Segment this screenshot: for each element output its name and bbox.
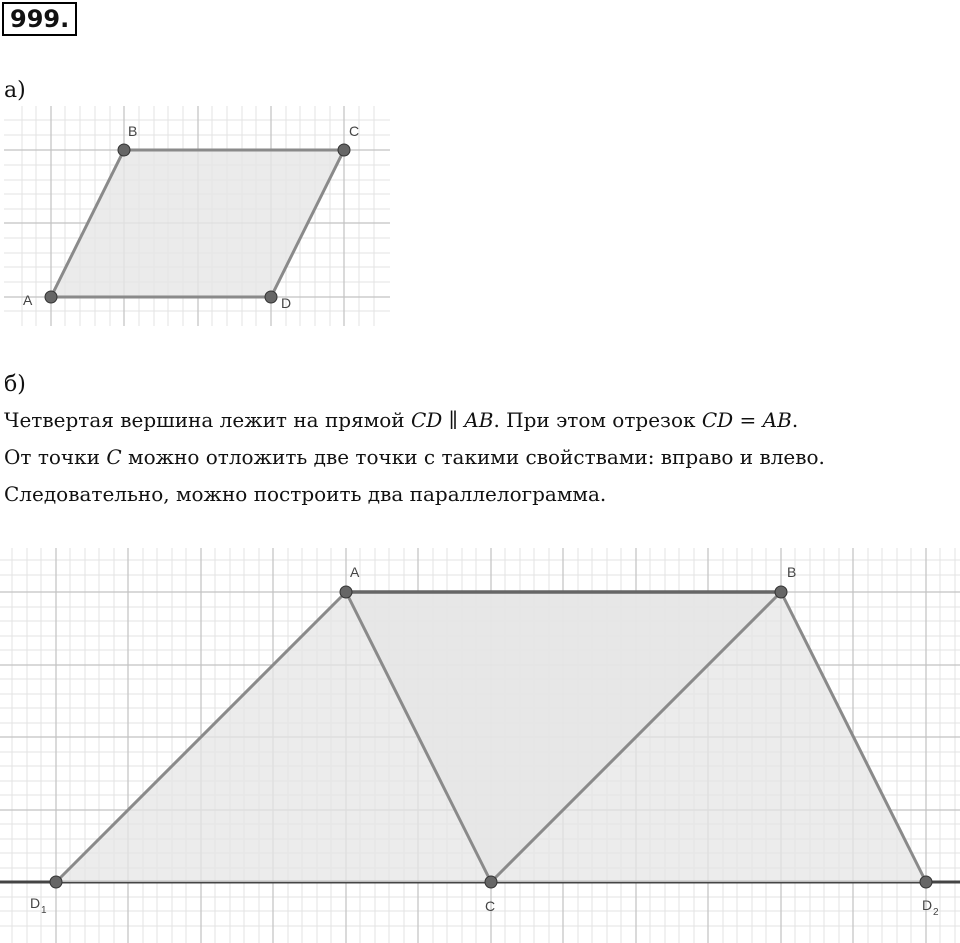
math-cd-parallel-ab: CD ∥ AB xyxy=(411,408,494,432)
label-d1: D xyxy=(30,895,41,911)
text-line-1 xyxy=(4,408,798,432)
text-line-1-part-3: . xyxy=(791,408,799,432)
label-a: A xyxy=(23,292,33,308)
point-a xyxy=(45,291,57,303)
math-cd-equals-ab: CD = AB xyxy=(701,408,792,432)
text-line-3: Следовательно, можно построить два параллелограмма. xyxy=(4,482,607,506)
text-line-2 xyxy=(4,445,825,469)
text-line-2-part-2: можно отложить две точки с такими свойствами: вправо и влево. xyxy=(121,445,825,469)
math-point-c: C xyxy=(106,445,122,469)
label-c: C xyxy=(349,123,360,139)
label-d2: D xyxy=(922,897,933,913)
point-c xyxy=(485,876,497,888)
label-a: A xyxy=(350,564,360,580)
point-d xyxy=(265,291,277,303)
text-line-1-part-2: . При этом отрезок xyxy=(493,408,702,432)
part-a-label: а) xyxy=(4,78,26,103)
problem-number: 999. xyxy=(2,2,77,36)
figure-a-parallelogram xyxy=(4,104,394,329)
part-b-label: б) xyxy=(4,372,26,397)
label-d2-subscript: 2 xyxy=(933,907,939,918)
point-b xyxy=(775,586,787,598)
point-a xyxy=(340,586,352,598)
text-line-2-part-1: От точки xyxy=(4,445,107,469)
label-d: D xyxy=(281,295,292,311)
point-c xyxy=(338,144,350,156)
label-b: B xyxy=(787,564,797,580)
text-line-1-part-1: Четвертая вершина лежит на прямой xyxy=(4,408,411,432)
label-c: C xyxy=(485,898,496,914)
figure-b-parallelograms xyxy=(0,543,960,943)
point-d1 xyxy=(50,876,62,888)
label-b: B xyxy=(128,123,138,139)
point-b xyxy=(118,144,130,156)
label-d1-subscript: 1 xyxy=(41,905,47,916)
point-d2 xyxy=(920,876,932,888)
